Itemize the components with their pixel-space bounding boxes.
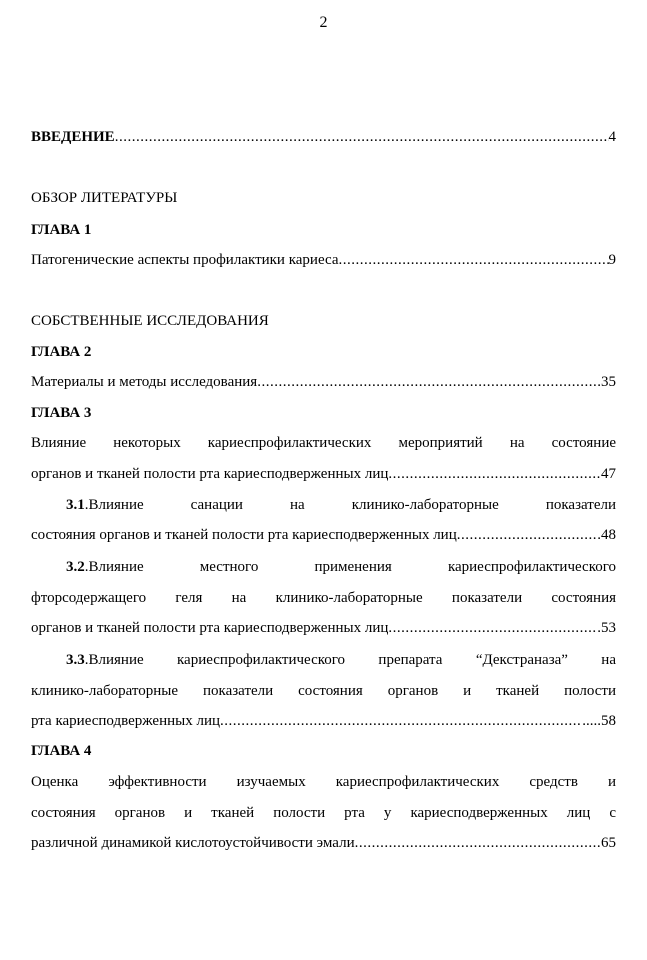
toc-page: 35 (601, 374, 616, 390)
toc-entry-ch4-line3 (31, 833, 616, 853)
toc-page: 47 (601, 466, 616, 482)
toc-page: 9 (608, 252, 616, 268)
toc-page: .53 (597, 620, 616, 636)
toc-title: .Влияние санации на клинико-лабораторные показатели (84, 497, 616, 513)
toc-entry-3-2-line1 (31, 557, 616, 577)
toc-title: Патогенические аспекты профилактики кариеса (31, 252, 339, 268)
chapter-heading-2: ГЛАВА 2 (31, 344, 92, 360)
toc-title: ВВЕДЕНИЕ (31, 129, 115, 145)
leader-dots (115, 127, 609, 147)
toc-entry-3-1-line1 (31, 495, 616, 515)
toc-title: органов и тканей полости рта кариесподверженных лиц (31, 466, 389, 482)
toc-entry-ch4-line2: состояния органов и тканей полости рта у кариесподверженных лиц с (31, 805, 616, 821)
chapter-heading-4: ГЛАВА 4 (31, 743, 92, 759)
toc-title: различной динамикой кислотоустойчивости эмали (31, 835, 355, 851)
leader-dots (388, 618, 597, 638)
section-number: 3.1 (66, 497, 85, 513)
toc-entry-3-3-line2: клинико-лабораторные показатели состояния органов и тканей полости (31, 683, 616, 699)
toc-entry-intro (31, 127, 616, 147)
toc-entry-3-1-line2 (31, 525, 616, 545)
toc-page: 65 (601, 835, 616, 851)
section-number: 3.3 (66, 652, 85, 668)
page-number: 2 (319, 14, 328, 31)
section-heading-lit-review: ОБЗОР ЛИТЕРАТУРЫ (31, 190, 178, 206)
leader-dots (257, 372, 601, 392)
chapter-heading-3: ГЛАВА 3 (31, 405, 92, 421)
section-heading-own-research: СОБСТВЕННЫЕ ИССЛЕДОВАНИЯ (31, 313, 269, 329)
section-number: 3.2 (66, 559, 85, 575)
toc-title: органов и тканей полости рта кариесподверженных лиц (31, 620, 389, 636)
toc-title: .Влияние кариеспрофилактического препарата “Декстраназа” на (84, 652, 616, 668)
toc-entry-3-2-line3 (31, 618, 616, 638)
toc-page: 4 (608, 129, 616, 145)
leader-dots (388, 464, 601, 484)
toc-entry-3-3-line1 (31, 650, 616, 670)
toc-entry-ch3-line2 (31, 464, 616, 484)
leader-dots (355, 833, 601, 853)
leader-dots (220, 711, 582, 731)
toc-entry-3-3-line3 (31, 711, 616, 731)
toc-entry-ch1 (31, 250, 616, 270)
toc-title: .Влияние местного применения кариеспрофилактического (84, 559, 616, 575)
toc-title: состояния органов и тканей полости рта кариесподверженных лиц (31, 527, 457, 543)
leader-dots (339, 250, 609, 270)
toc-title: рта кариесподверженных лиц (31, 713, 221, 729)
toc-page: .48 (597, 527, 616, 543)
toc-entry-ch3-line1: Влияние некоторых кариеспрофилактических мероприятий на состояние (31, 435, 616, 451)
leader-dots (457, 525, 598, 545)
toc-page: .....58 (582, 713, 616, 729)
toc-title: Материалы и методы исследования (31, 374, 258, 390)
toc-entry-3-2-line2: фторсодержащего геля на клинико-лабораторные показатели состояния (31, 590, 616, 606)
toc-entry-ch4-line1: Оценка эффективности изучаемых кариеспрофилактических средств и (31, 774, 616, 790)
toc-entry-ch2 (31, 372, 616, 392)
chapter-heading-1: ГЛАВА 1 (31, 222, 92, 238)
